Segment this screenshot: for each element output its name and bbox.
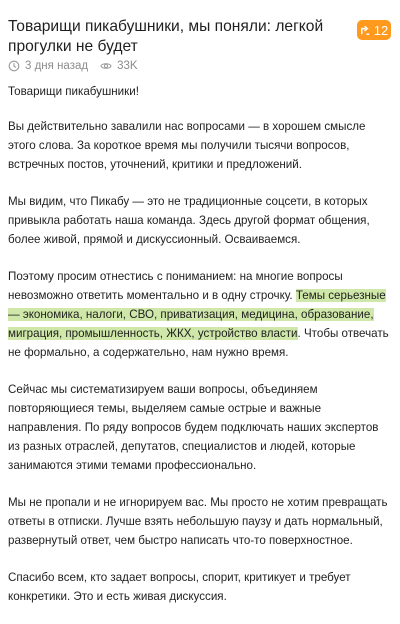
rating-badge[interactable]: [357, 20, 391, 40]
paragraph: Сейчас мы систематизируем ваши вопросы, объединяем повторяющиеся темы, выделяем самые острые и важные направления. По ряду вопросов будем подключать наших экспертов из разных отраслей, депутатов, специалистов и людей, которые занимаются этими темами профессионально.: [8, 383, 379, 472]
post-title[interactable]: Товарищи пикабушники, мы поняли: легкой прогулки не будет: [8, 18, 324, 55]
post-header: [8, 17, 348, 57]
post-time: 3 дня назад: [25, 60, 89, 72]
view-count: 33K: [117, 60, 138, 72]
eye-icon: [100, 60, 112, 72]
clock-icon: [8, 60, 20, 72]
rating-value: 12: [373, 22, 389, 38]
paragraph: Вы действительно завалили нас вопросами — в хорошем смысле этого слова. За короткое время мы получили тысячи вопросов, встречных постов, уточнений, критики и предложений.: [8, 120, 366, 171]
paragraph: Мы видим, что Пикабу — это не традиционные соцсети, в которых привыкла работать наша команда. Здесь другой формат общения, более живой, прямой и дискуссионный. Осваиваемся.: [8, 195, 370, 246]
post-meta: [8, 59, 138, 73]
paragraph: Мы не пропали и не игнорируем вас. Мы просто не хотим превращать ответы в отписки. Лучше взять небольшую паузу и дать нормальный, развернутый ответ, чем быстро написать что-то поверхностное.: [8, 496, 388, 547]
paragraph-text: Поэтому просим отнестись с пониманием: на многие вопросы невозможно ответить моментально и в одну строчку.: [8, 270, 343, 302]
rating-arrow-icon: [360, 25, 371, 36]
paragraph: [8, 267, 392, 362]
post-body: [8, 82, 392, 624]
highlighted-text: Темы серьезные — экономика, налоги, СВО, приватизация, медицина, образование, миграция, промышленность, ЖКХ, устройство власти: [8, 289, 386, 340]
paragraph-text: . Чтобы отвечать не формально, а содержательно, нам нужно время.: [8, 327, 389, 359]
paragraph: Товарищи пикабушники!: [8, 85, 139, 98]
paragraph: Спасибо всем, кто задает вопросы, спорит, критикует и требует конкретики. Это и есть живая дискуссия.: [8, 571, 351, 603]
